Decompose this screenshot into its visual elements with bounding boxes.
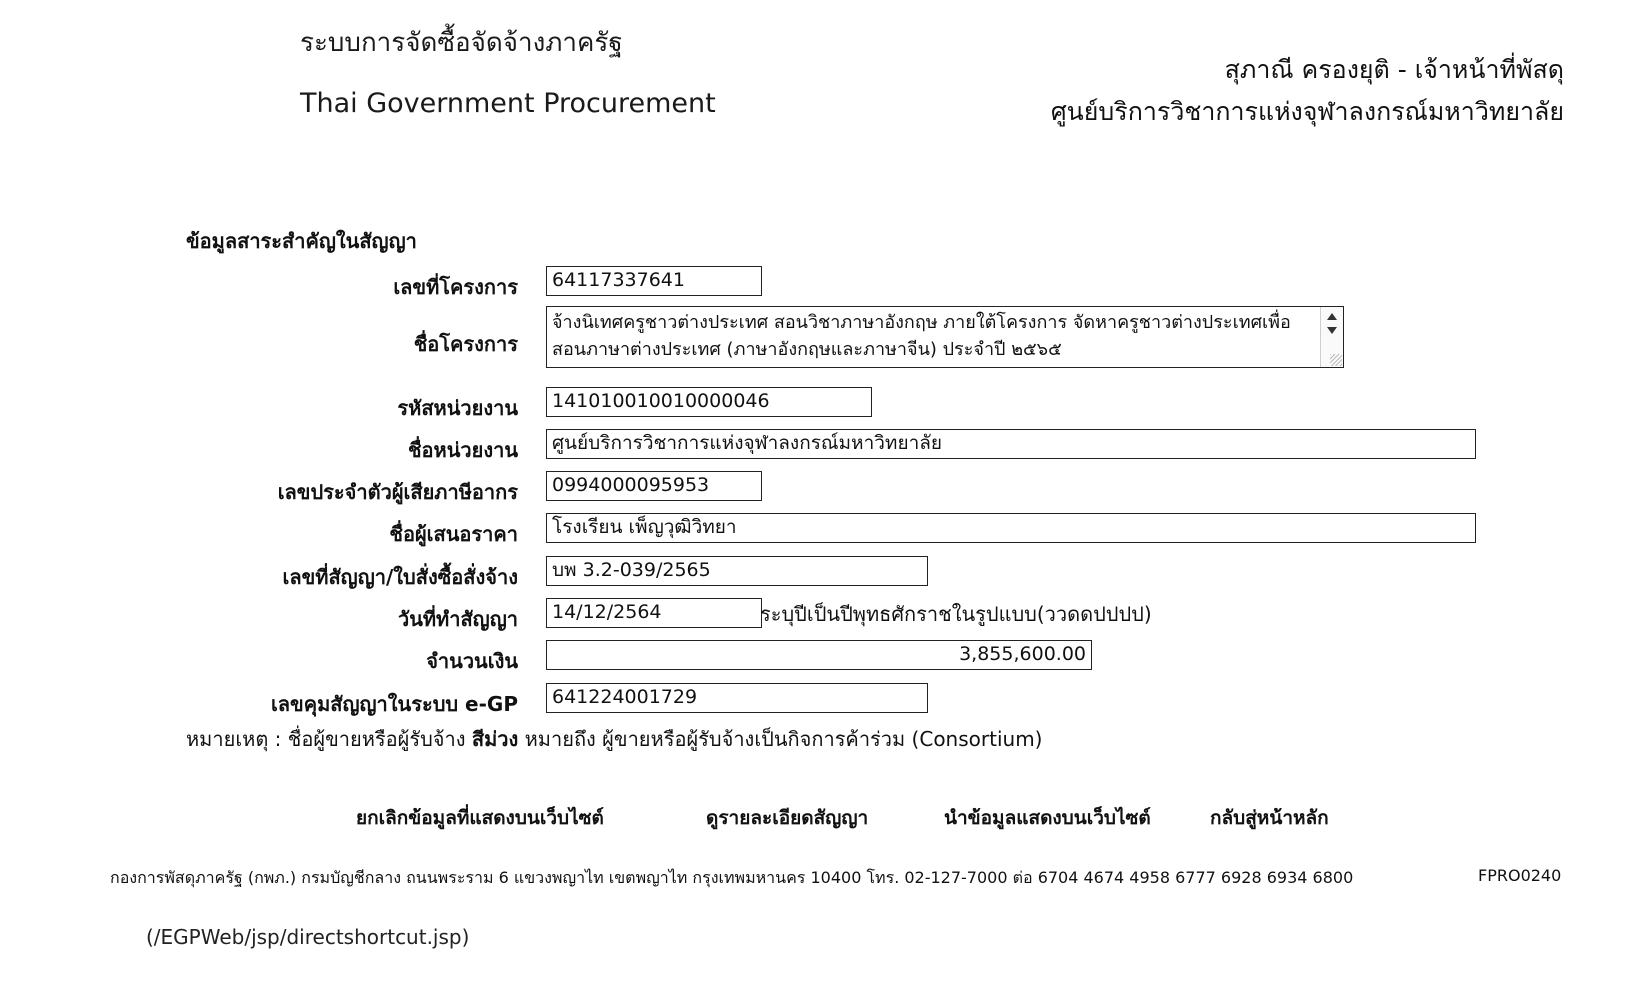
page-code: FPRO0240 bbox=[1478, 866, 1562, 885]
contract-date-field[interactable]: 14/12/2564 bbox=[546, 598, 762, 628]
page-url: (/EGPWeb/jsp/directshortcut.jsp) bbox=[146, 925, 470, 949]
bidder-name-field[interactable]: โรงเรียน เพ็ญวุฒิวิทยา bbox=[546, 513, 1476, 543]
amount-label: จำนวนเงิน bbox=[426, 649, 518, 673]
textarea-scrollbar[interactable] bbox=[1320, 307, 1343, 367]
contract-date-label: วันที่ทำสัญญา bbox=[397, 607, 518, 631]
project-name-label: ชื่อโครงการ bbox=[413, 332, 518, 356]
unit-name-field[interactable]: ศูนย์บริการวิชาการแห่งจุฬาลงกรณ์มหาวิทยาลัย bbox=[546, 429, 1476, 459]
contract-no-label: เลขที่สัญญา/ใบสั่งซื้อสั่งจ้าง bbox=[282, 565, 518, 589]
system-title-thai: ระบบการจัดซื้อจัดจ้างภาครัฐ bbox=[300, 28, 623, 58]
tax-id-label: เลขประจำตัวผู้เสียภาษีอากร bbox=[277, 480, 518, 504]
note-emphasis: สีม่วง bbox=[471, 727, 519, 751]
unit-name-label: ชื่อหน่วยงาน bbox=[407, 438, 518, 462]
contract-no-field[interactable]: บพ 3.2-039/2565 bbox=[546, 556, 928, 586]
project-name-text: จ้างนิเทศครูชาวต่างประเทศ สอนวิชาภาษาอังกฤษ ภายใต้โครงการ จัดหาครูชาวต่างประเทศเพื่อสอนภาษาต่างประเทศ (ภาษาอังกฤษและภาษาจีน) ประจำปี ๒๕๖๕ bbox=[552, 312, 1291, 360]
view-contract-link[interactable]: ดูรายละเอียดสัญญา bbox=[706, 807, 869, 829]
user-info: สุภาณี ครองยุติ - เจ้าหน้าที่พัสดุ bbox=[1224, 55, 1564, 84]
scroll-up-arrow-icon[interactable] bbox=[1327, 313, 1337, 320]
project-name-textarea[interactable] bbox=[546, 306, 1344, 368]
project-no-field[interactable]: 64117337641 bbox=[546, 266, 762, 296]
resize-grip-icon[interactable] bbox=[1330, 354, 1342, 366]
back-home-link[interactable]: กลับสู่หน้าหลัก bbox=[1210, 807, 1329, 829]
note-suffix: หมายถึง ผู้ขายหรือผู้รับจ้างเป็นกิจการค้าร่วม (Consortium) bbox=[518, 727, 1043, 751]
footer-address: กองการพัสดุภาครัฐ (กพภ.) กรมบัญชีกลาง ถนนพระราม 6 แขวงพญาไท เขตพญาไท กรุงเทพมหานคร 10400 โทร. 02-127-7000 ต่อ 6704 4674 4958 6777 6928 6934 6800 bbox=[110, 868, 1354, 887]
tax-id-field[interactable]: 0994000095953 bbox=[546, 471, 762, 501]
amount-field[interactable]: 3,855,600.00 bbox=[546, 640, 1092, 670]
note-prefix: หมายเหตุ : ชื่อผู้ขายหรือผู้รับจ้าง bbox=[186, 727, 472, 751]
organization-name: ศูนย์บริการวิชาการแห่งจุฬาลงกรณ์มหาวิทยาลัย bbox=[1050, 97, 1564, 126]
unit-code-label: รหัสหน่วยงาน bbox=[397, 396, 518, 420]
publish-display-link[interactable]: นำข้อมูลแสดงบนเว็บไซต์ bbox=[944, 807, 1151, 829]
scroll-down-arrow-icon[interactable] bbox=[1327, 327, 1337, 334]
unit-code-field[interactable]: 141010010010000046 bbox=[546, 387, 872, 417]
system-title-english: Thai Government Procurement bbox=[300, 88, 716, 119]
bidder-name-label: ชื่อผู้เสนอราคา bbox=[389, 522, 518, 546]
egp-control-no-field[interactable]: 641224001729 bbox=[546, 683, 928, 713]
egp-control-no-label: เลขคุมสัญญาในระบบ e-GP bbox=[270, 692, 518, 716]
project-no-label: เลขที่โครงการ bbox=[393, 275, 518, 299]
consortium-note bbox=[186, 723, 1042, 755]
section-title: ข้อมูลสาระสำคัญในสัญญา bbox=[186, 229, 417, 253]
contract-date-hint: ระบุปีเป็นปีพุทธศักราชในรูปแบบ(ววดดปปปป) bbox=[760, 602, 1152, 626]
cancel-display-link[interactable]: ยกเลิกข้อมูลที่แสดงบนเว็บไซต์ bbox=[356, 807, 604, 829]
